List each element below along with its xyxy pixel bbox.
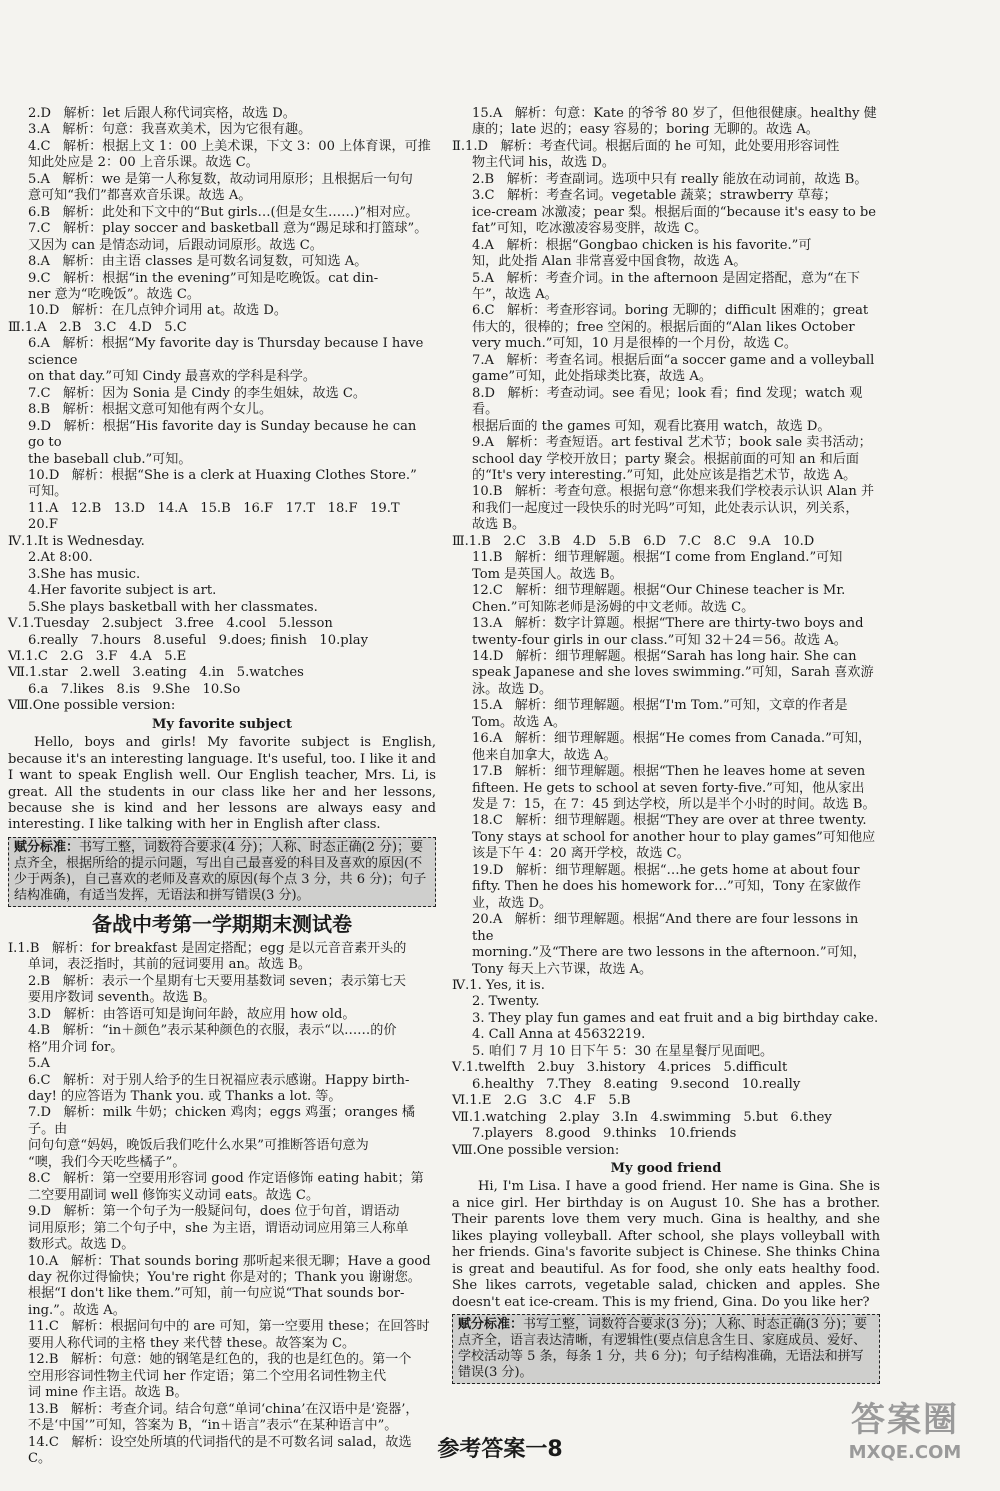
answer-line: 午”，故选 A。 — [472, 286, 558, 302]
answer-line: 10.B 解析：考查句意。根据句意“你想来我们学校表示认识 Alan 并 — [472, 484, 875, 500]
answer-line: 10.D 解析：根据“She is a clerk at Huaxing Clothes Store.” — [28, 467, 417, 483]
answer-line: speak Japanese and she loves swimming.”可知，Sarah 喜欢游 — [472, 665, 874, 681]
answer-line: 5.A — [28, 1056, 50, 1072]
answer-line: Chen.”可知陈老师是汤姆的中文老师。故选 C。 — [472, 599, 755, 615]
answer-line: 知此处应是 2：00 上音乐课。故选 C。 — [28, 155, 259, 171]
answer-line: 8.B 解析：根据文意可知他有两个女儿。 — [28, 402, 273, 418]
left-answers-part1 — [8, 106, 436, 715]
answer-line: 数形式。故选 D。 — [28, 1237, 135, 1253]
answer-line: morning.”及“There are two lessons in the afternoon.”可知， — [472, 945, 866, 961]
answer-line: 19.D 解析：细节理解题。根据“…he gets home at about four — [472, 862, 860, 878]
page-footer: 参考答案一8 — [437, 1437, 563, 1462]
answer-line: 2.B 解析：考查副词。选项中只有 really 能放在动词前，故选 B。 — [472, 171, 868, 187]
answer-line: 根据后面的 the games 可知，观看比赛用 watch，故选 D。 — [472, 418, 831, 434]
answer-line: 14.C 解析：设空处所填的代词指代的是不可数名词 salad，故选 C。 — [28, 1434, 416, 1466]
answer-line: 伟大的，很棒的；free 空闲的。根据后面的“Alan likes October — [472, 319, 855, 335]
answer-line: 5.A 解析：we 是第一人称复数，故动词用原形；且根据后一句句 — [28, 171, 413, 187]
answer-line: Ⅰ.1.B 解析：for breakfast 是固定搭配；egg 是以元音音素开头的 — [8, 940, 407, 956]
answer-line: 6.really 7.hours 8.useful 9.does; finish 10.play — [28, 632, 369, 648]
answer-line: 12.B 解析：句意：她的钢笔是红色的，我的也是红色的。第一个 — [28, 1352, 412, 1368]
answer-line: 4.A 解析：根据“Gongbao chicken is his favorite.”可 — [472, 237, 812, 253]
answer-line: 6.B 解析：此处和下文中的“But girls…(但是女生……)”相对应。 — [28, 204, 419, 220]
essay2-text: Hi, I'm Lisa. I have a good friend. Her name is Gina. She is a nice girl. Her birthday is on August 10. She has a brother. Their parents love them very much. Gina is healthy, and she likes playing volleyball. After school, she plays volleyball with her friends. Gina's favorite subject is Chinese. She thinks China is great and beautiful. As for food, she only eats healthy food. She likes carrots, vegetable salad, chicken and apples. She doesn't eat ice-cream. This is my friend, Gina. Do you like her? — [452, 1179, 880, 1310]
answer-line: 7.C 解析：因为 Sonia 是 Cindy 的李生姐妹，故选 C。 — [28, 385, 366, 401]
answer-line: 知，此处指 Alan 非常喜爱中国食物，故选 A。 — [472, 254, 747, 270]
answer-line: 3.D 解析：由答语可知是询问年龄，故应用 how old。 — [28, 1006, 356, 1022]
answer-line: Ⅲ.1.A 2.B 3.C 4.D 5.C — [8, 319, 187, 335]
answer-line: 空用形容词性物主代词 her 作定语；第二个空用名词性物主代 — [28, 1368, 387, 1384]
answer-line: 和我们一起度过一段快乐的时光吗”可知，此处表示认识，列关系， — [472, 500, 859, 516]
answer-line: 8.D 解析：考查动词。see 看见；look 看；find 发现；watch 观看。 — [472, 385, 863, 418]
answer-line: 4.C 解析：根据上文 1：00 上美术课，下文 3：00 上体育课，可推 — [28, 138, 431, 154]
answer-line: 4. Call Anna at 45632219. — [472, 1027, 646, 1043]
answer-line: 17.B 解析：细节理解题。根据“Then he leaves home at seven — [472, 764, 866, 780]
answer-line: 5.A 解析：考查介词。in the afternoon 是固定搭配，意为“在下 — [472, 270, 860, 286]
answer-line: 要用序数词 seventh。故选 B。 — [28, 990, 216, 1006]
scoring-key-2: 赋分标准： — [458, 1317, 524, 1333]
answer-line: 6.a 7.likes 8.is 9.She 10.So — [28, 681, 241, 697]
answer-line: 二空要用副词 well 修饰实义动词 eats。故选 C。 — [28, 1187, 320, 1203]
answer-line: 泳。故选 D。 — [472, 681, 553, 697]
answer-line: 2.At 8:00. — [28, 550, 93, 566]
answer-line: 格”用介词 for。 — [28, 1039, 124, 1055]
answer-line: 4.Her favorite subject is art. — [28, 583, 217, 599]
answer-line: Ⅷ.One possible version: — [8, 698, 176, 714]
essay1-title: My favorite subject — [151, 716, 293, 732]
answer-line: 15.A 解析：句意：Kate 的爷爷 80 岁了，但他很健康。healthy 健 — [472, 106, 877, 121]
answer-line: 13.A 解析：数字计算题。根据“There are thirty-two boys and — [472, 616, 864, 632]
answer-line: 不是‘中国’”可知，答案为 B，“in＋语言”表示“在某种语言中”。 — [28, 1418, 398, 1434]
answer-line: Ⅳ.1. Yes, it is. — [452, 978, 545, 994]
answer-line: 9.D 解析：第一个句子为一般疑问句，does 位于句首，谓语动 — [28, 1204, 400, 1220]
answer-line: 7.D 解析：milk 牛奶；chicken 鸡肉；eggs 鸡蛋；oranges 橘子。由 — [28, 1105, 415, 1137]
answer-line: Ⅴ.1.twelfth 2.buy 3.history 4.prices 5.difficult — [452, 1060, 788, 1076]
answer-line: 6.C 解析：考查形容词。boring 无聊的；difficult 困难的；great — [472, 303, 869, 319]
answer-line: 20.A 解析：细节理解题。根据“And there are four lessons in the — [472, 912, 863, 944]
scoring-key-1: 赋分标准： — [14, 839, 80, 855]
scoring-text-1: 书写工整，词数符合要求(4 分)；人称、时态正确(2 分)；要点齐全，根据所给的提示问题，写出自己最喜爱的科目及喜欢的原因(不少于两条)，自己喜欢的老师及喜欢的原因(每个点 3 分，共 6 分)；句子结构准确，有适当发挥，无语法和拼写错误(3 分)。 — [14, 839, 427, 903]
scoring-box-1 — [8, 837, 436, 907]
answer-line: 9.D 解析：根据“His favorite day is Sunday because he can go to — [28, 418, 421, 451]
answer-line: 3.C 解析：考查名词。vegetable 蔬菜；strawberry 草莓； — [472, 188, 837, 204]
answer-line: 词用原形；第二个句子中，she 为主语，谓语动词应用第三人称单 — [28, 1220, 409, 1236]
answer-line: 7.C 解析：play soccer and basketball 意为“踢足球和打篮球”。 — [28, 221, 428, 237]
answer-line: 问句句意“妈妈，晚饭后我们吃什么水果”可推断答语句意为 — [28, 1138, 369, 1154]
answer-line: 5. 咱们 7 月 10 日下午 5：30 在星星餐厅见面吧。 — [472, 1043, 774, 1059]
answer-line: very much.”可知，10 月是很棒的一个月份，故选 C。 — [472, 336, 797, 352]
answer-line: 12.C 解析：细节理解题。根据“Our Chinese teacher is Mr. — [472, 583, 846, 599]
answer-line: day! 的应答语为 Thank you. 或 Thanks a lot. 等。 — [28, 1089, 342, 1105]
answer-line: school day 学校开放日；party 聚会。根据前面的可知 an 和后面 — [472, 451, 859, 467]
answer-line: Ⅳ.1.It is Wednesday. — [8, 533, 145, 549]
answer-line: 又因为 can 是情态动词，后跟动词原形。故选 C。 — [28, 237, 323, 253]
answer-line: 9.C 解析：根据“in the evening”可知是吃晚饭。cat din- — [28, 270, 379, 286]
section-title: 备战中考第一学期期末测试卷 — [92, 911, 352, 936]
answer-line: Tom。故选 A。 — [472, 714, 567, 730]
answer-line: 9.A 解析：考查短语。art festival 艺术节；book sale 卖书活动； — [472, 435, 872, 451]
answer-line: game”可知，此处指球类比赛，故选 A。 — [472, 369, 712, 385]
answer-line: 10.A 解析：That sounds boring 那听起来很无聊；Have a good — [28, 1253, 431, 1269]
answer-line: 意可知“我们”都喜欢音乐课。故选 A。 — [28, 188, 252, 204]
answer-line: the baseball club.”可知。 — [28, 451, 192, 467]
answer-line: ice-cream 冰激凌；pear 梨。根据后面的“because it's easy to be — [472, 204, 877, 220]
answer-line: 15.A 解析：细节理解题。根据“I'm Tom.”可知，文章的作者是 — [472, 698, 848, 714]
right-answers — [452, 106, 880, 1159]
answer-line: fifteen. He gets to school at seven forty-five.”可知，他从家出 — [472, 780, 865, 796]
answer-line: Ⅲ.1.B 2.C 3.B 4.D 5.B 6.D 7.C 8.C 9.A 10.D — [452, 533, 815, 549]
answer-line: 7.players 8.good 9.thinks 10.friends — [472, 1126, 737, 1142]
answer-line: Ⅶ.1.star 2.well 3.eating 4.in 5.watches — [8, 665, 304, 681]
answer-line: 可知。 — [28, 484, 68, 500]
answer-line: 6.healthy 7.They 8.eating 9.second 10.really — [472, 1076, 801, 1092]
answer-line: 3.A 解析：句意：我喜欢美术，因为它很有趣。 — [28, 122, 312, 138]
answer-line: 单词，表泛指时，其前的冠词要用 an。故选 B。 — [28, 957, 311, 973]
answer-line: 故选 B。 — [472, 517, 526, 533]
answer-line: Ⅴ.1.Tuesday 2.subject 3.free 4.cool 5.lesson — [8, 616, 333, 632]
answer-line: 11.C 解析：根据问句中的 are 可知，第一空要用 these；在回答时 — [28, 1319, 430, 1335]
essay2-title: My good friend — [610, 1161, 722, 1176]
answer-line: 18.C 解析：细节理解题。根据“They are over at three twenty. — [472, 813, 867, 829]
watermark-logo — [815, 1398, 995, 1484]
left-answers-part2 — [8, 941, 436, 1468]
answer-line: 他来自加拿大，故选 A。 — [472, 747, 617, 763]
answer-line: Tony 每天上六节课，故选 A。 — [472, 961, 653, 977]
answer-line: Ⅱ.1.D 解析：考查代词。根据后面的 he 可知，此处要用形容词性 — [452, 138, 840, 154]
answer-line: 2. Twenty. — [472, 994, 540, 1010]
answer-line: day 祝你过得愉快；You're right 你是对的；Thank you 谢谢您。 — [28, 1270, 421, 1285]
essay1-text: Hello, boys and girls! My favorite subject is English, because it's an interesting language. It's useful, too. I like it and I want to speak English well. Our English teacher, Mrs. Li, is great. All the students in our class like her and her lessons, because she is kind and her lessons are always easy and interesting. I like talking with her in English after class. — [8, 735, 436, 833]
answer-line: 3.She has music. — [28, 566, 141, 582]
scoring-text-2: 书写工整，词数符合要求(3 分)；人称、时态正确(3 分)；要点齐全，语言表达清晰，有逻辑性(要点信息含生日、家庭成员、爱好、学校活动等 5 条，每条 1 分，共 6 分)；句子结构准确，无语法和拼写错误(3 分)。 — [458, 1317, 868, 1381]
answer-line: 4.B 解析：“in＋颜色”表示某种颜色的衣服，表示“以……的价 — [28, 1023, 397, 1039]
answer-line: 康的；late 迟的；easy 容易的；boring 无聊的。故选 A。 — [472, 122, 819, 138]
watermark-sub: MXQE.COM — [848, 1442, 962, 1463]
answer-line: Ⅷ.One possible version: — [452, 1142, 620, 1158]
answer-line: 发是 7：15，在 7：45 到达学校，所以是半个小时的时间。故选 B。 — [472, 797, 876, 813]
answer-line: 2.D 解析：let 后跟人称代词宾格，故选 D。 — [28, 106, 296, 121]
answer-line: 6.A 解析：根据“My favorite day is Thursday because I have science — [28, 336, 428, 368]
answer-line: 2.B 解析：表示一个星期有七天要用基数词 seven；表示第七天 — [28, 973, 406, 989]
answer-line: 11.A 12.B 13.D 14.A 15.B 16.F 17.T 18.F 19.T 20.F — [28, 500, 413, 533]
answer-line: 7.A 解析：考查名词。根据后面“a soccer game and a volleyball — [472, 352, 875, 368]
answer-line: 物主代词 his，故选 D。 — [472, 155, 615, 171]
answer-line: Ⅶ.1.watching 2.play 3.In 4.swimming 5.but 6.they — [452, 1109, 832, 1125]
answer-line: 5.She plays basketball with her classmates. — [28, 599, 318, 615]
left-column — [8, 106, 436, 1467]
answer-line: 根据“I don't like them.”可知，前一句应说“That sounds bor- — [28, 1286, 405, 1302]
answer-line: 词 mine 作主语。故选 B。 — [28, 1385, 188, 1401]
answer-line: 6.C 解析：对于别人给予的生日祝福应表示感谢。Happy birth- — [28, 1072, 410, 1088]
answer-line: Ⅵ.1.C 2.G 3.F 4.A 5.E — [8, 648, 187, 664]
answer-line: fat”可知，吃冰激凌容易变胖，故选 C。 — [472, 221, 708, 237]
answer-line: 10.D 解析：在几点钟介词用 at。故选 D。 — [28, 303, 288, 319]
answer-line: on that day.”可知 Cindy 最喜欢的学科是科学。 — [28, 369, 316, 385]
scoring-box-2 — [452, 1314, 880, 1384]
watermark-main: 答案圈 — [851, 1400, 959, 1440]
answer-line: 16.A 解析：细节理解题。根据“He comes from Canada.”可知， — [472, 731, 872, 747]
answer-line: 8.C 解析：第一空要用形容词 good 作定语修饰 eating habit；第 — [28, 1171, 424, 1187]
answer-line: twenty-four girls in our class.”可知 32＋24＝56。故选 A。 — [472, 632, 847, 648]
answer-line: 该是下午 4：20 离开学校，故选 C。 — [472, 846, 690, 862]
answer-line: Ⅵ.1.E 2.G 3.C 4.F 5.B — [452, 1093, 631, 1109]
answer-line: ing.”。故选 A。 — [28, 1302, 126, 1318]
answer-line: 3. They play fun games and eat fruit and a big birthday cake. — [472, 1010, 879, 1026]
answer-line: ner 意为“吃晚饭”。故选 C。 — [28, 286, 201, 302]
answer-line: Tony stays at school for another hour to play games”可知他应 — [472, 829, 876, 845]
answer-line: fifty. Then he does his homework for…”可知，Tony 在家做作 — [472, 879, 862, 895]
answer-line: 业，故选 D。 — [472, 895, 553, 911]
answer-line: 8.A 解析：由主语 classes 是可数名词复数，可知选 A。 — [28, 254, 368, 270]
answer-line: 的“It's very interesting.”可知，此处应该是指艺术节，故选 A。 — [472, 467, 857, 483]
answer-line: 11.B 解析：细节理解题。根据“I come from England.”可知 — [472, 550, 843, 566]
answer-line: 13.B 解析：考查介词。结合句意“单词‘china’在汉语中是‘瓷器’， — [28, 1401, 419, 1417]
answer-line: “噢，我们今天吃些橘子”。 — [28, 1154, 186, 1170]
answer-line: Tom 是英国人。故选 B。 — [472, 566, 623, 582]
answer-line: 14.D 解析：细节理解题。根据“Sarah has long hair. She can — [472, 648, 857, 664]
answer-line: 要用人称代词的主格 they 来代替 these。故答案为 C。 — [28, 1335, 356, 1351]
right-column — [452, 106, 880, 1388]
